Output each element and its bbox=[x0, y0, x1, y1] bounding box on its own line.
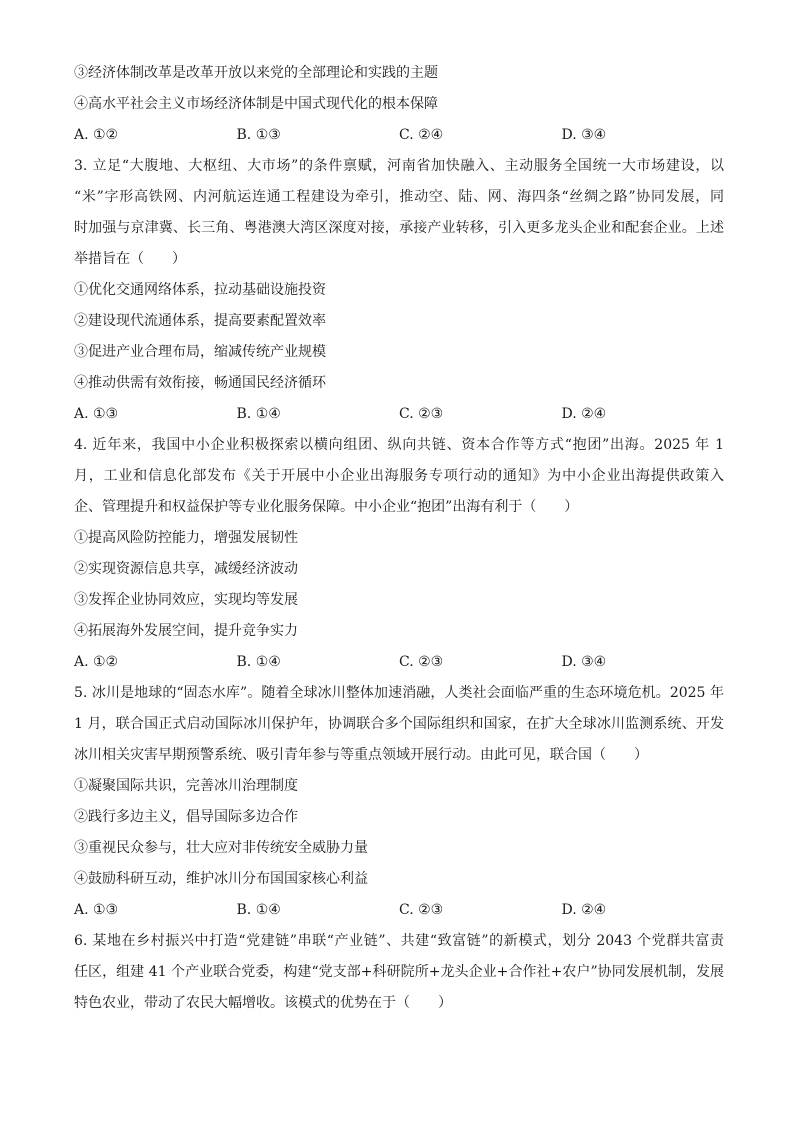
q6-stem-line-1: 6. 某地在乡村振兴中打造“党建链”串联“产业链”、共建“致富链”的新模式，划分 2043 个党群共富责 bbox=[74, 933, 724, 949]
q4-options bbox=[74, 647, 724, 678]
q4-option-c: C. ②③ bbox=[399, 654, 444, 670]
q5-stem-line-1: 5. 冰川是地球的“固态水库”。随着全球冰川整体加速消融，人类社会面临严重的生态环境危机。2025 年 bbox=[74, 685, 724, 701]
exam-page bbox=[74, 58, 724, 1019]
q5-options bbox=[74, 895, 724, 926]
q2-option-d: D. ③④ bbox=[561, 127, 607, 143]
q5-stem-line-3: 冰川相关灾害早期预警系统、吸引青年参与等重点领域开展行动。由此可见，联合国（ ） bbox=[74, 747, 648, 763]
q5-option-a: A. ①③ bbox=[74, 902, 119, 918]
q6-stem-line-2: 任区，组建 41 个产业联合党委，构建“党支部+科研院所+龙头企业+合作社+农户”协同发展机制，发展 bbox=[74, 964, 724, 980]
q4-item-4: ④拓展海外发展空间，提升竞争实力 bbox=[74, 623, 298, 639]
q2-options bbox=[74, 120, 724, 151]
q2-option-b: B. ①③ bbox=[236, 127, 281, 143]
q2-option-a: A. ①② bbox=[74, 127, 119, 143]
q4-item-2: ②实现资源信息共享，减缓经济波动 bbox=[74, 561, 298, 577]
q4-item-3: ③发挥企业协同效应，实现均等发展 bbox=[74, 592, 298, 608]
q4-stem-line-1: 4. 近年来，我国中小企业积极探索以横向组团、纵向共链、资本合作等方式“抱团”出海。2025 年 1 bbox=[74, 437, 724, 453]
q5-item-2: ②践行多边主义，倡导国际多边合作 bbox=[74, 809, 298, 825]
q3-option-a: A. ①③ bbox=[74, 406, 119, 422]
q3-item-1: ①优化交通网络体系，拉动基础设施投资 bbox=[74, 282, 326, 298]
q3-item-3: ③促进产业合理布局，缩减传统产业规模 bbox=[74, 344, 326, 360]
q4-stem-line-3: 企、管理提升和权益保护等专业化服务保障。中小企业“抱团”出海有利于（ ） bbox=[74, 499, 579, 515]
q5-item-3: ③重视民众参与，壮大应对非传统安全威胁力量 bbox=[74, 840, 368, 856]
q5-option-c: C. ②③ bbox=[399, 902, 444, 918]
q3-stem-line-4: 举措旨在（ ） bbox=[74, 251, 186, 267]
q3-item-2: ②建设现代流通体系，提高要素配置效率 bbox=[74, 313, 326, 329]
q4-stem-line-2: 月，工业和信息化部发布《关于开展中小企业出海服务专项行动的通知》为中小企业出海提供政策入 bbox=[74, 468, 724, 484]
q3-options bbox=[74, 399, 724, 430]
q2-item-4: ④高水平社会主义市场经济体制是中国式现代化的根本保障 bbox=[74, 96, 438, 112]
q5-item-4: ④鼓励科研互动，维护冰川分布国国家核心利益 bbox=[74, 871, 368, 887]
q2-option-c: C. ②④ bbox=[399, 127, 444, 143]
q4-item-1: ①提高风险防控能力，增强发展韧性 bbox=[74, 530, 298, 546]
q3-item-4: ④推动供需有效衔接，畅通国民经济循环 bbox=[74, 375, 326, 391]
q3-stem-line-1: 3. 立足“大腹地、大枢纽、大市场”的条件禀赋，河南省加快融入、主动服务全国统一大市场建设，以 bbox=[74, 158, 724, 174]
q5-stem-line-2: 1 月，联合国正式启动国际冰川保护年，协调联合多个国际组织和国家，在扩大全球冰川监测系统、开发 bbox=[74, 716, 724, 732]
q5-option-b: B. ①④ bbox=[236, 902, 281, 918]
q5-option-d: D. ②④ bbox=[561, 902, 607, 918]
q3-option-c: C. ②③ bbox=[399, 406, 444, 422]
q3-stem-line-2: “米”字形高铁网、内河航运连通工程建设为牵引，推动空、陆、网、海四条“丝绸之路”协同发展，同 bbox=[74, 189, 724, 205]
q3-stem-line-3: 时加强与京津冀、长三角、粤港澳大湾区深度对接，承接产业转移，引入更多龙头企业和配套企业。上述 bbox=[74, 220, 724, 236]
q4-option-d: D. ③④ bbox=[561, 654, 607, 670]
q5-item-1: ①凝聚国际共识，完善冰川治理制度 bbox=[74, 778, 298, 794]
q3-option-d: D. ②④ bbox=[561, 406, 607, 422]
q4-option-a: A. ①② bbox=[74, 654, 119, 670]
q3-option-b: B. ①④ bbox=[236, 406, 281, 422]
q4-option-b: B. ①④ bbox=[236, 654, 281, 670]
q2-item-3: ③经济体制改革是改革开放以来党的全部理论和实践的主题 bbox=[74, 65, 438, 81]
q6-stem-line-3: 特色农业，带动了农民大幅增收。该模式的优势在于（ ） bbox=[74, 995, 452, 1011]
